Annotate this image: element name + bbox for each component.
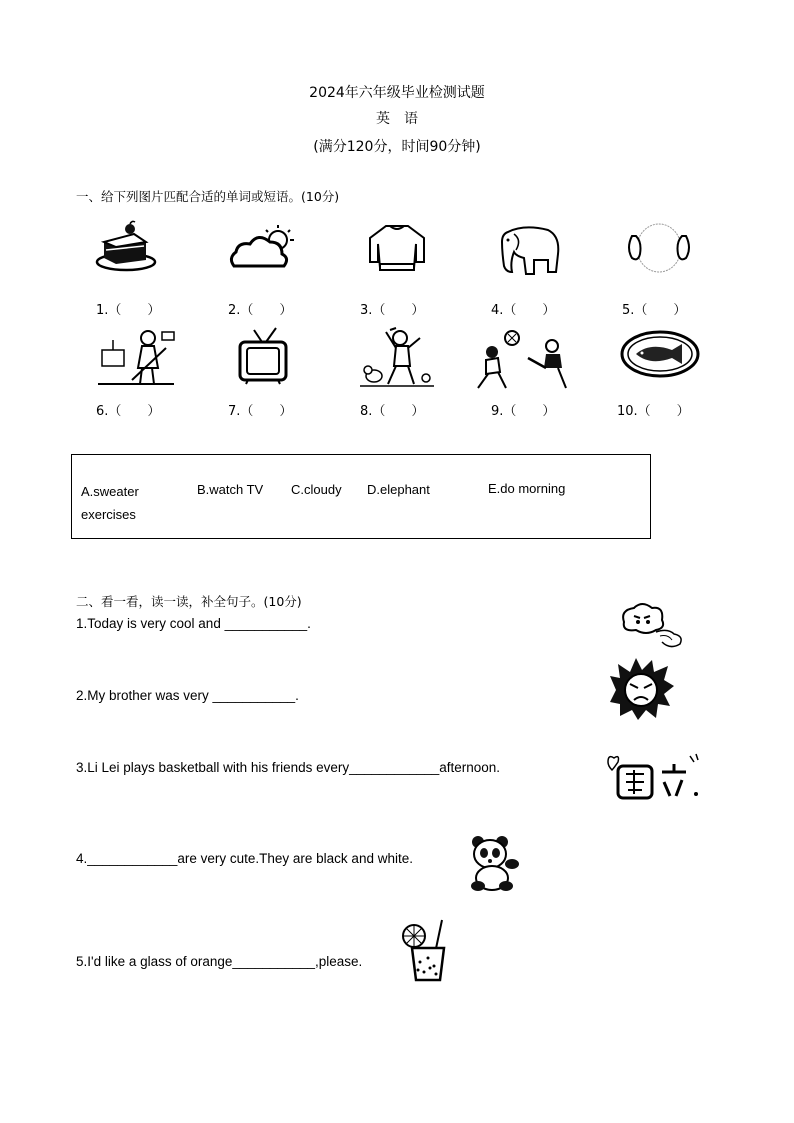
option-a: A.sweater [81,484,139,499]
saturday-icon [604,748,704,804]
section2-heading: 二、看一看，读一读，补全句子。(10分) [76,594,302,609]
exercise-icon [360,326,434,388]
subject-title: 英 语 [376,111,418,127]
option-d: D.elephant [367,482,430,497]
item-6-number: 6.（ ） [96,404,161,419]
sweater-icon [366,222,428,274]
item-2-number: 2.（ ） [228,303,293,318]
item-8-number: 8.（ ） [360,404,425,419]
item-9-number: 9.（ ） [491,404,556,419]
cloudy-icon [228,222,296,272]
tv-icon [238,326,288,386]
page-title: 2024年六年级毕业检测试题 [309,85,485,101]
item-7-number: 7.（ ） [228,404,293,419]
windy-icon [616,602,686,650]
juice-icon [398,918,454,984]
option-a-continued: exercises [81,507,136,522]
sentence-4: 4.____________are very cute.They are black and white. [76,851,413,866]
section1-heading: 一、给下列图片匹配合适的单词或短语。(10分) [76,189,340,204]
panda-icon [468,834,522,892]
ears-icon [626,222,692,274]
fish-plate-icon [620,330,700,378]
item-5-number: 5.（ ） [622,303,687,318]
sentence-3: 3.Li Lei plays basketball with his friends every____________afternoon. [76,760,501,775]
option-b: B.watch TV [197,482,264,497]
item-10-number: 10.（ ） [617,404,690,419]
elephant-icon [494,222,564,280]
cake-icon [96,220,160,276]
angry-icon [608,656,674,720]
exam-info: (满分120分，时间90分钟) [313,139,481,155]
item-1-number: 1.（ ） [96,303,161,318]
football-icon [472,328,576,394]
options-box [71,454,651,539]
sentence-1: 1.Today is very cool and ___________. [76,616,311,631]
sentence-5: 5.I'd like a glass of orange___________,please. [76,954,363,969]
sentence-2: 2.My brother was very ___________. [76,688,299,703]
item-3-number: 3.（ ） [360,303,425,318]
option-e: E.do morning [488,481,566,496]
option-c: C.cloudy [291,482,342,497]
sweeping-icon [98,328,178,388]
item-4-number: 4.（ ） [491,303,556,318]
